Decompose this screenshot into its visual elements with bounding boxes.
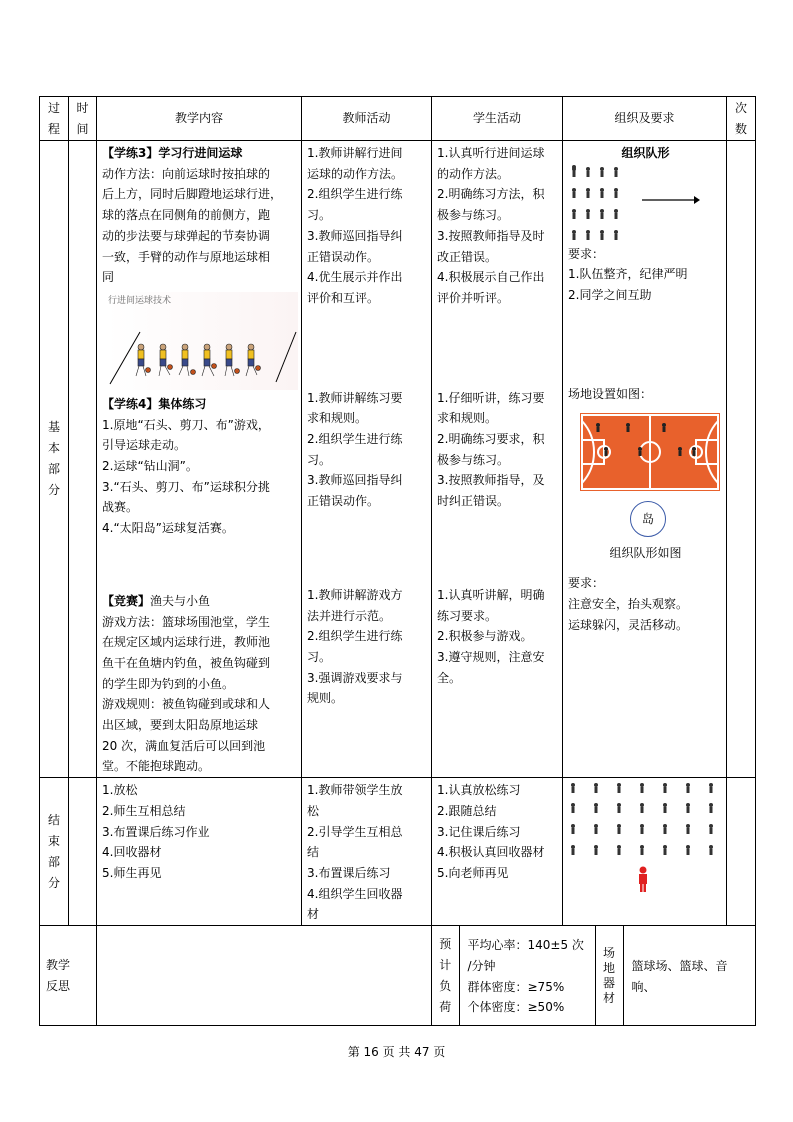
game-line: 堂。不能抱球跑动。: [102, 759, 211, 774]
drill3-line: 动作方法：向前运球时按拍球的: [102, 166, 271, 181]
lesson-plan-table: [39, 96, 756, 1026]
ending-section-row: [40, 778, 756, 926]
student-figures: [571, 783, 713, 855]
basic-teacher-cell: [302, 141, 432, 778]
drill4-line: 3.“石头、剪刀、布”运球积分挑: [102, 479, 270, 494]
game-line: 游戏方法：篮球场围池堂，学生: [102, 614, 271, 629]
drill3-line: 一致，手臂的动作与原地运球相: [102, 249, 271, 264]
ending-time-cell: [69, 778, 97, 926]
teacher-line: 1.教师讲解行进间: [307, 146, 403, 160]
teacher-line: 1.教师讲解游戏方: [307, 587, 403, 602]
student-line: 2.明确练习要求，积: [437, 432, 545, 447]
group-density: 群体密度：≥75%: [467, 979, 565, 994]
formation-diagram: [570, 164, 720, 244]
teacher-line: 3.教师巡回指导纠: [307, 473, 403, 488]
teacher-line: 3.布置课后练习: [307, 865, 391, 880]
requirement-label: 要求：: [568, 246, 605, 261]
student-line: 练习要求。: [437, 608, 498, 623]
ending-student-cell: [432, 778, 563, 926]
teacher-line: 3.教师巡回指导纠: [307, 228, 403, 243]
ending-section-label: 结 束 部 分: [40, 778, 69, 926]
formation-title: 组织队形: [621, 146, 670, 160]
teacher-line: 法并进行示范。: [307, 608, 392, 623]
student-line: 时纠正错误。: [437, 494, 510, 509]
header-count: 次数: [727, 97, 756, 141]
requirement-line: 注意安全，抬头观察。: [568, 596, 689, 611]
individual-density: 个体密度：≥50%: [467, 1000, 565, 1015]
teacher-line: 规则。: [307, 691, 344, 706]
student-line: 1.认真听行进间运球: [437, 146, 545, 160]
reflection-row: [40, 926, 756, 1026]
equipment-line: 篮球场、篮球、音: [631, 958, 728, 973]
game-line: 20 次，满血复活后可以回到池: [102, 738, 266, 753]
requirement-label: 要求：: [568, 576, 605, 591]
teacher-line: 4.优生展示并作出: [307, 270, 403, 285]
student-line: 1.认真放松练习: [437, 783, 521, 798]
reflection-label: [40, 926, 97, 1026]
drill3-title: 【学练3】学习行进间运球: [102, 146, 243, 160]
page-number-footer: 第 16 页 共 47 页: [347, 1045, 446, 1059]
drill3-line: 后上方，同时后脚蹬地运球行进，: [102, 187, 283, 202]
student-line: 极参与练习。: [437, 208, 510, 223]
teacher-line: 结: [307, 845, 320, 860]
basic-section-row: [40, 141, 756, 778]
island-circle: 岛: [630, 501, 666, 537]
drill4-line: 战赛。: [102, 500, 139, 515]
student-line: 3.按照教师指导及时: [437, 228, 545, 243]
game-line: 在规定区域内运球行进，教师池: [102, 635, 271, 650]
teacher-line: 2.组织学生进行练: [307, 432, 403, 447]
drill4-line: 1.原地“石头、剪刀、布”游戏，: [102, 417, 270, 432]
teacher-line: 4.组织学生回收器: [307, 886, 403, 901]
student-line: 2.明确练习方法，积: [437, 187, 545, 202]
basic-time-cell: [69, 141, 97, 778]
ending-content-line: 2.师生互相总结: [102, 803, 186, 818]
drill4-line: 引导运球走动。: [102, 438, 187, 453]
game-title: 【竞赛】渔夫与小鱼: [102, 593, 211, 608]
requirement-line: 运球躲闪，灵活移动。: [568, 617, 689, 632]
load-label: 预 计 负 荷: [432, 926, 459, 1025]
student-line: 1.认真听讲解，明确: [437, 587, 545, 602]
teacher-line: 1.教师讲解练习要: [307, 390, 403, 405]
student-line: 5.向老师再见: [437, 865, 509, 880]
teacher-line: 正错误动作。: [307, 249, 380, 264]
teacher-line: 1.教师带领学生放: [307, 783, 403, 798]
reflection-label-line: 教学: [46, 957, 71, 972]
student-line: 4.积极展示自己作出: [437, 270, 545, 285]
drill3-line: 动的步法要与球弹起的节奏协调: [102, 228, 271, 243]
teacher-line: 习。: [307, 452, 332, 467]
student-line: 2.积极参与游戏。: [437, 629, 533, 644]
student-line: 评价并听评。: [437, 290, 510, 305]
drill4-line: 2.运球“钻山洞”。: [102, 459, 198, 474]
ending-content-line: 4.回收器材: [102, 845, 162, 860]
requirement-line: 2.同学之间互助: [568, 288, 652, 303]
teacher-line: 2.组织学生进行练: [307, 629, 403, 644]
header-process: 过程: [40, 97, 69, 141]
drill4-line: 4.“太阳岛”运球复活赛。: [102, 521, 234, 536]
ending-teacher-cell: [302, 778, 432, 926]
reflection-content-cell: [97, 926, 432, 1026]
header-organization: 组织及要求: [563, 97, 727, 141]
teacher-line: 松: [307, 803, 320, 818]
equipment-values: [623, 926, 755, 1025]
basic-count-cell: [727, 141, 756, 778]
formation-caption: 组织队形如图: [609, 545, 682, 560]
teacher-line: 习。: [307, 649, 332, 664]
heart-rate-unit: /分钟: [467, 958, 496, 973]
load-values: [459, 926, 595, 1025]
basic-organization-cell: [563, 141, 727, 778]
reflection-label-line: 反思: [46, 978, 71, 993]
game-line: 的学生即为钓到的小鱼。: [102, 676, 235, 691]
student-line: 求和规则。: [437, 411, 498, 426]
teacher-line: 习。: [307, 208, 332, 223]
student-line: 极参与练习。: [437, 452, 510, 467]
teacher-line: 2.引导学生互相总: [307, 824, 403, 839]
teacher-line: 2.组织学生进行练: [307, 187, 403, 202]
ending-content-line: 3.布置课后练习作业: [102, 824, 210, 839]
ending-content-cell: [97, 778, 302, 926]
drill3-line: 球的落点在同侧角的前侧方，跑: [102, 208, 271, 223]
equipment-line: 响、: [631, 979, 656, 994]
equipment-label: 场 地 器 材: [595, 926, 623, 1025]
venue-setup-label: 场地设置如图：: [568, 386, 653, 401]
basic-student-cell: [432, 141, 563, 778]
ending-formation-diagram: [569, 782, 729, 902]
ending-organization-cell: [563, 778, 727, 926]
heart-rate: 平均心率：140±5 次: [467, 938, 584, 953]
header-row: [40, 97, 756, 141]
teacher-figure: [639, 867, 647, 893]
teacher-line: 运球的动作方法。: [307, 166, 404, 181]
dribble-technique-figure: [106, 292, 298, 390]
student-line: 3.按照教师指导，及: [437, 473, 545, 488]
header-teacher: 教师活动: [302, 97, 432, 141]
drill4-title: 【学练4】集体练习: [102, 396, 207, 411]
student-line: 全。: [437, 670, 462, 685]
header-student: 学生活动: [432, 97, 563, 141]
game-line: 游戏规则：被鱼钩碰到或球和人: [102, 697, 271, 712]
ending-content-line: 1.放松: [102, 783, 138, 798]
ending-content-line: 5.师生再见: [102, 865, 162, 880]
game-line: 鱼干在鱼塘内钓鱼，被鱼钩碰到: [102, 655, 271, 670]
ending-count-cell: [727, 778, 756, 926]
teacher-line: 3.强调游戏要求与: [307, 670, 403, 685]
requirement-line: 1.队伍整齐，纪律严明: [568, 267, 688, 282]
student-line: 4.积极认真回收器材: [437, 845, 545, 860]
drill3-line: 同: [102, 270, 115, 285]
basic-section-label: 基 本 部 分: [40, 141, 69, 778]
teacher-line: 求和规则。: [307, 411, 368, 426]
student-line: 2.跟随总结: [437, 803, 497, 818]
student-line: 1.仔细听讲，练习要: [437, 390, 545, 405]
figure-caption: 行进间运球技术: [108, 295, 172, 306]
basic-content-cell: [97, 141, 302, 778]
student-line: 的动作方法。: [437, 166, 510, 181]
student-line: 3.记住课后练习: [437, 824, 521, 839]
student-line: 3.遵守规则，注意安: [437, 649, 545, 664]
load-equipment-cell: [432, 926, 756, 1026]
basketball-court-diagram: [580, 413, 720, 491]
teacher-line: 材: [307, 907, 320, 922]
game-line: 出区域，要到太阳岛原地运球: [102, 718, 259, 733]
header-content: 教学内容: [97, 97, 302, 141]
student-line: 改正错误。: [437, 249, 498, 264]
header-time: 时间: [69, 97, 97, 141]
teacher-line: 正错误动作。: [307, 494, 380, 509]
teacher-line: 评价和互评。: [307, 290, 380, 305]
